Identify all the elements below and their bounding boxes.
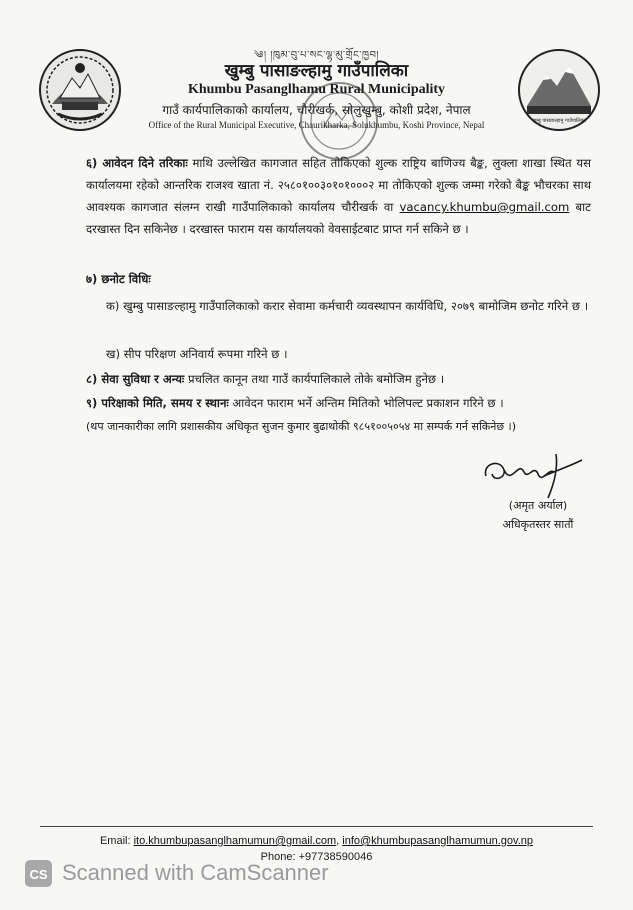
footer-divider [40,826,593,827]
footer-email-separator: , [336,835,343,847]
signatory-title: अधिकृतस्तर सातौं [502,518,574,531]
section-6-text-before: माथि उल्लेखित कागजात सहित तोकिएको शुल्क राष्ट्रिय बाणिज्य बैङ्क, लुक्ला शाखा स्थित यस कार्यालयमा रहेको आन्तरिक राजश्व खाता नं. २५८०१००३०१०१०००२ मा तोकिएको शुल्क जम्मा गरेको बैङ्क भौचरका साथ आवश्यक कागजात संलग्न राखी गाउँपालिकाको कार्यालय चौरीखर्क वा [86,156,591,214]
camscanner-logo-icon [24,859,53,888]
section-facilities [86,368,591,390]
section-9-text: आवेदन फाराम भर्ने अन्तिम मितिको भोलिपल्ट प्रकाशन गरिने छ । [228,396,504,410]
municipality-name-np: खुम्बु पासाङल्हामु गाउँपालिका [224,61,409,81]
tibetan-title: ༄། །ཁུམ་བུ་པ་སང་ལྷ་མུ་གྲོང་ཁྱབ། [253,50,380,61]
handwritten-signature-icon [478,446,588,502]
section-6-label: ६) आवेदन दिने तरिकाः [86,156,188,170]
footer-email-link-1[interactable]: ito.khumbupasanglhamumun@gmail.com [133,835,337,847]
office-stamp-icon [298,80,380,162]
logo-caption: खुम्बु पासाङल्हामु गाउँपालिका [532,118,586,124]
section-8-text: प्रचलित कानून तथा गाउँ कार्यपालिकाले तोके बमोजिम हुनेछ । [184,372,445,386]
contact-note: (थप जानकारीका लागि प्रशासकीय अधिकृत सुजन कुमार बुढाथोकी ९८५१००५०५४ मा सम्पर्क गर्न सकिनेछ ।) [86,420,517,433]
municipality-name-en: Khumbu Pasanglhamu Rural Municipality [187,82,446,97]
camscanner-badge-text: CS [29,867,48,882]
selection-method-item-b: ख) सीप परिक्षण अनिवार्य रूपमा गरिने छ । [106,347,288,361]
footer-email-link-2[interactable]: info@khumbupasanglhamumun.gov.np [342,835,534,847]
selection-method-item-a: क) खुम्बु पासाङल्हामु गाउँपालिकाको करार सेवामा कर्मचारी व्यवस्थापन कार्यविधि, २०७९ बामोजिम छनोट गरिने छ । [106,299,589,313]
footer-email-line [0,835,633,847]
vacancy-email-link[interactable]: vacancy.khumbu@gmail.com [399,200,570,214]
section-exam-schedule [86,392,591,414]
camscanner-watermark: Scanned with CamScanner [62,860,329,885]
section-application-method [86,152,591,240]
section-9-label: ९) परिक्षाको मिति, समय र स्थानः [86,396,229,410]
footer-email-label: Email: [99,835,134,847]
footer-phone: Phone: +97738590046 [260,851,373,863]
section-6-text-after: बाट दरखास्त दिन सकिनेछ । दरखास्त फाराम यस कार्यालयको वेवसाईटबाट प्राप्त गर्न सकिने छ । [86,200,591,236]
signatory-name: (अमृत अर्याल) [508,499,568,512]
office-address-np: गाउँ कार्यपालिकाको कार्यालय, चौरीखर्क, सोलुखुम्बु, कोशी प्रदेश, नेपाल [162,103,471,117]
section-8-label: ८) सेवा सुविधा र अन्यः [86,372,185,386]
office-address-en: Office of the Rural Municipal Executive, Chaurikharka, Solukhumbu, Koshi Province, Nepal [148,120,485,130]
section-7-label: ७) छनोट विधिः [86,272,151,286]
